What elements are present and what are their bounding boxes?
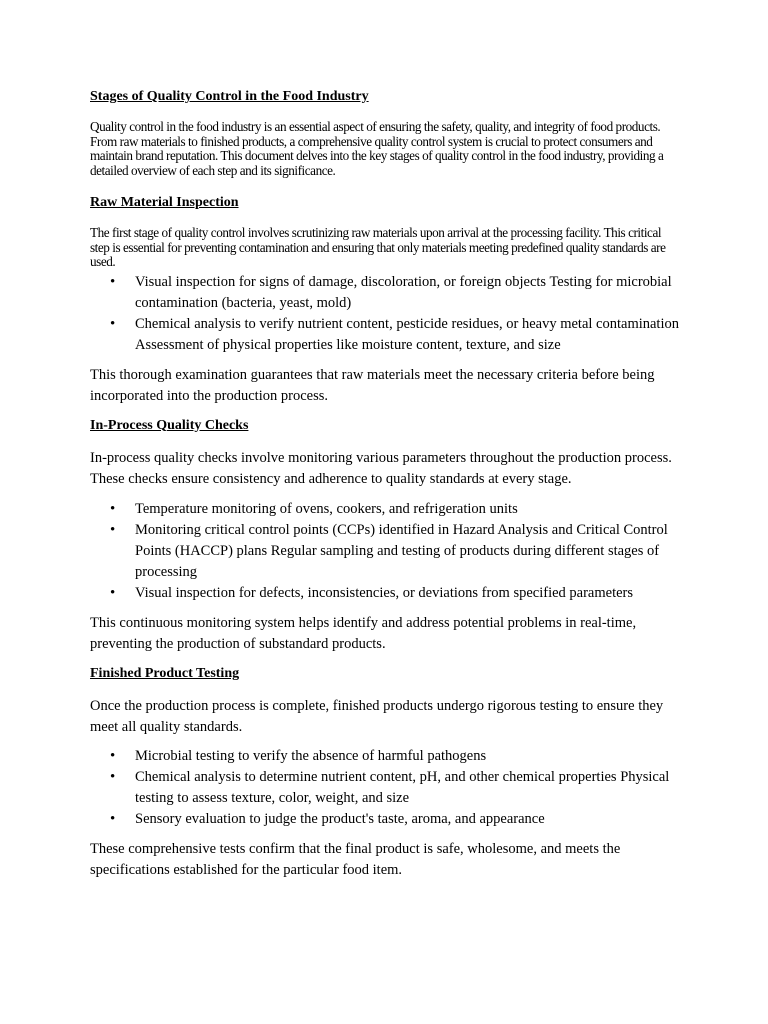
document-title: Stages of Quality Control in the Food Industry <box>90 89 369 104</box>
section-conclusion-raw-material: This thorough examination guarantees that raw materials meet the necessary criteria before being incorporated into the production process. <box>90 366 655 404</box>
list-item: • Visual inspection for signs of damage, discoloration, or foreign objects Testing for microbial contamination (bacteria, yeast, mold) <box>90 272 682 314</box>
list-item: • Microbial testing to verify the absence of harmful pathogens <box>90 746 682 767</box>
list-item: • Chemical analysis to determine nutrient content, pH, and other chemical properties Physical testing to assess texture, color, weight, and size <box>90 767 682 809</box>
list-item: • Temperature monitoring of ovens, cookers, and refrigeration units <box>90 499 682 520</box>
section-intro-raw-material: The first stage of quality control involves scrutinizing raw materials upon arrival at the processing facility. This critical step is essential for preventing contamination and ensuring that only materials meeting predefined quality standards are used. <box>90 225 666 269</box>
bullet-list-finished-product <box>90 746 682 830</box>
list-item: • Sensory evaluation to judge the product's taste, aroma, and appearance <box>90 809 682 830</box>
section-heading-in-process: In-Process Quality Checks <box>90 417 249 433</box>
document-page <box>90 88 682 881</box>
section-intro-in-process: In-process quality checks involve monitoring various parameters throughout the production process. These checks ensure consistency and adherence to quality standards at every stage. <box>90 449 672 487</box>
section-conclusion-finished-product: These comprehensive tests confirm that the final product is safe, wholesome, and meets the specifications established for the particular food item. <box>90 840 621 878</box>
section-heading-finished-product: Finished Product Testing <box>90 665 240 681</box>
bullet-list-in-process <box>90 499 682 604</box>
section-heading-raw-material: Raw Material Inspection <box>90 195 239 210</box>
list-item: • Visual inspection for defects, inconsistencies, or deviations from specified parameters <box>90 583 682 604</box>
section-intro-finished-product: Once the production process is complete, finished products undergo rigorous testing to ensure they meet all quality standards. <box>90 697 664 735</box>
list-item: • Monitoring critical control points (CCPs) identified in Hazard Analysis and Critical Control Points (HACCP) plans Regular sampling and testing of products during different stages of processing <box>90 520 682 583</box>
list-item: • Chemical analysis to verify nutrient content, pesticide residues, or heavy metal contamination Assessment of physical properties like moisture content, texture, and size <box>90 314 682 356</box>
section-conclusion-in-process: This continuous monitoring system helps identify and address potential problems in real-time, preventing the production of substandard products. <box>90 614 637 652</box>
bullet-list-raw-material <box>90 272 682 356</box>
intro-paragraph: Quality control in the food industry is an essential aspect of ensuring the safety, quality, and integrity of food products. From raw materials to finished products, a comprehensive quality control system is crucial to protect consumers and maintain brand reputation. This document delves into the key stages of quality control in the food industry, providing a detailed overview of each step and its significance. <box>90 119 664 178</box>
